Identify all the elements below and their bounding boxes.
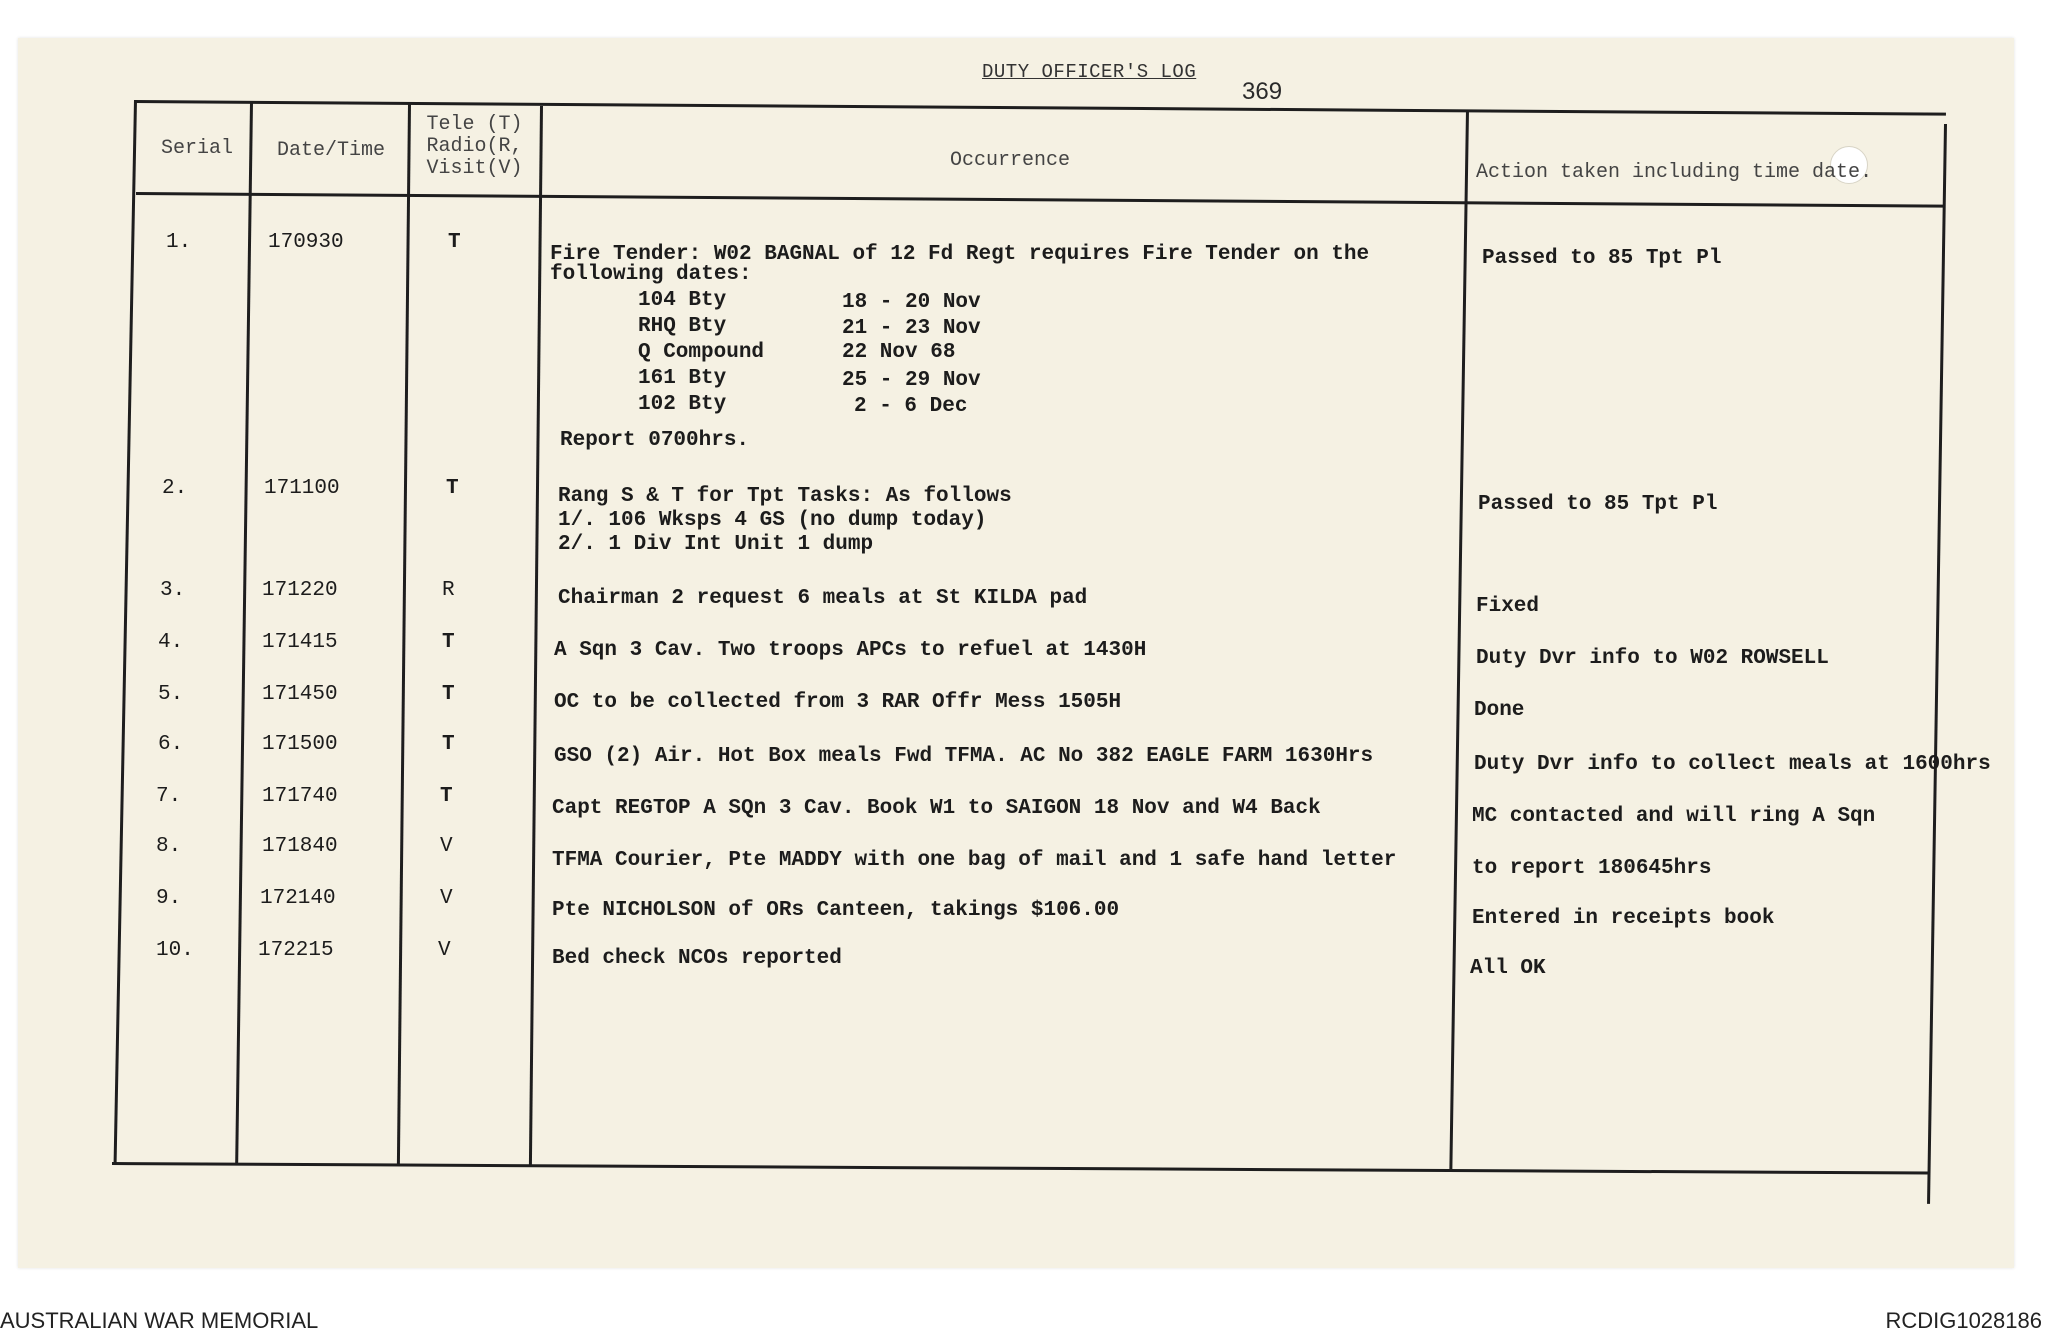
row-6-action: Duty Dvr info to collect meals at 1600hrs: [1474, 753, 1991, 776]
row-1-datetime: 170930: [268, 231, 344, 254]
row-3-method: R: [442, 579, 455, 602]
row-6-datetime: 171500: [262, 733, 338, 756]
schedule-unit-2: RHQ Bty: [638, 315, 727, 338]
footer-record-id: RCDIG1028186: [1885, 1308, 2042, 1333]
row-9-serial: 9.: [156, 887, 182, 910]
row-5-action: Done: [1474, 699, 1525, 722]
row-5-datetime: 171450: [262, 683, 338, 706]
row-8-method: V: [440, 835, 453, 858]
header-method-visit: Visit(V): [426, 157, 523, 180]
row-4-method: T: [442, 631, 455, 654]
header-datetime: Date/Time: [276, 139, 386, 162]
row-1-serial: 1.: [166, 231, 192, 254]
footer-source: AUSTRALIAN WAR MEMORIAL: [0, 1308, 319, 1333]
schedule-dates-4: 25 - 29 Nov: [842, 369, 981, 392]
row-1-occurrence-note: Report 0700hrs.: [560, 429, 750, 452]
schedule-dates-5: 2 - 6 Dec: [854, 395, 968, 418]
header-serial: Serial: [160, 137, 233, 160]
schedule-dates-2: 21 - 23 Nov: [842, 317, 981, 340]
header-action: Action taken including time date.: [1476, 161, 1873, 184]
header-method-radio: Radio(R,: [426, 135, 523, 158]
row-4-action: Duty Dvr info to W02 ROWSELL: [1476, 647, 1829, 670]
row-9-method: V: [440, 887, 453, 910]
row-6-method: T: [442, 733, 455, 756]
row-6-serial: 6.: [158, 733, 184, 756]
row-2-occurrence-line-3: 2/. 1 Div Int Unit 1 dump: [558, 533, 874, 556]
row-4-occurrence: A Sqn 3 Cav. Two troops APCs to refuel at 1430H: [554, 639, 1147, 662]
row-10-occurrence: Bed check NCOs reported: [552, 947, 842, 970]
row-1-action: Passed to 85 Tpt Pl: [1482, 247, 1722, 270]
row-10-action: All OK: [1470, 957, 1546, 980]
row-7-serial: 7.: [156, 785, 182, 808]
schedule-unit-5: 102 Bty: [638, 393, 727, 416]
header-occurrence: Occurrence: [949, 149, 1071, 172]
row-5-occurrence: OC to be collected from 3 RAR Offr Mess 1505H: [554, 691, 1122, 714]
row-10-method: V: [438, 939, 451, 962]
row-3-serial: 3.: [160, 579, 186, 602]
row-7-datetime: 171740: [262, 785, 338, 808]
row-9-occurrence: Pte NICHOLSON of ORs Canteen, takings $106.00: [552, 899, 1120, 922]
row-7-action: MC contacted and will ring A Sqn: [1472, 805, 1876, 828]
row-5-serial: 5.: [158, 683, 184, 706]
schedule-unit-1: 104 Bty: [638, 289, 727, 312]
row-3-occurrence: Chairman 2 request 6 meals at St KILDA pad: [558, 587, 1088, 610]
row-2-datetime: 171100: [264, 477, 340, 500]
row-2-method: T: [446, 477, 459, 500]
row-8-action: to report 180645hrs: [1472, 857, 1712, 880]
page-number: 369: [1242, 78, 1283, 105]
row-4-serial: 4.: [158, 631, 184, 654]
schedule-unit-4: 161 Bty: [638, 367, 727, 390]
row-2-occurrence-line-1: Rang S & T for Tpt Tasks: As follows: [558, 485, 1012, 508]
row-8-occurrence: TFMA Courier, Pte MADDY with one bag of mail and 1 safe hand letter: [552, 849, 1397, 872]
row-1-occurrence-line-2: following dates:: [550, 263, 752, 286]
row-1-occurrence-line-1: Fire Tender: W02 BAGNAL of 12 Fd Regt requires Fire Tender on the: [550, 243, 1370, 266]
row-9-datetime: 172140: [260, 887, 336, 910]
row-9-action: Entered in receipts book: [1472, 907, 1775, 930]
row-7-occurrence: Capt REGTOP A SQn 3 Cav. Book W1 to SAIGON 18 Nov and W4 Back: [552, 797, 1321, 820]
row-2-action: Passed to 85 Tpt Pl: [1478, 493, 1718, 516]
schedule-dates-3: 22 Nov 68: [842, 341, 956, 364]
row-8-datetime: 171840: [262, 835, 338, 858]
row-10-serial: 10.: [156, 939, 194, 962]
row-3-action: Fixed: [1476, 595, 1540, 618]
row-10-datetime: 172215: [258, 939, 334, 962]
row-8-serial: 8.: [156, 835, 182, 858]
row-3-datetime: 171220: [262, 579, 338, 602]
row-5-method: T: [442, 683, 455, 706]
row-4-datetime: 171415: [262, 631, 338, 654]
header-method-tele: Tele (T): [426, 113, 523, 136]
row-2-occurrence-line-2: 1/. 106 Wksps 4 GS (no dump today): [558, 509, 987, 532]
row-6-occurrence: GSO (2) Air. Hot Box meals Fwd TFMA. AC No 382 EAGLE FARM 1630Hrs: [554, 745, 1374, 768]
row-2-serial: 2.: [162, 477, 188, 500]
header-method: [412, 114, 537, 180]
schedule-dates-1: 18 - 20 Nov: [842, 291, 981, 314]
schedule-unit-3: Q Compound: [638, 341, 765, 364]
row-1-method: T: [448, 231, 461, 254]
page-title: DUTY OFFICER'S LOG: [982, 61, 1197, 83]
row-7-method: T: [440, 785, 453, 808]
